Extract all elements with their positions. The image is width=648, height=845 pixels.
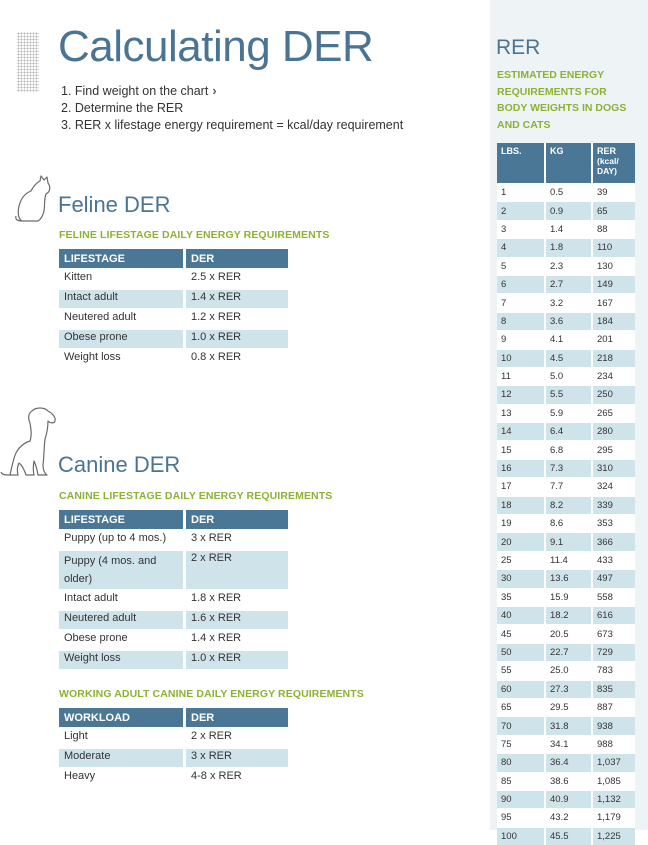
table-cell: 729 [593,643,635,661]
table-cell: 110 [593,238,635,256]
table-cell: 1.8 [546,238,593,256]
canine-table [59,510,288,669]
table-cell: 5.9 [546,404,593,422]
table-cell: 27.3 [546,680,593,698]
table-cell: 40.9 [546,790,593,808]
table-cell: 65 [497,698,546,716]
table-cell: 80 [497,753,546,771]
table-cell: 100 [497,827,546,845]
table-cell: 9.1 [546,532,593,550]
table-cell: 70 [497,716,546,734]
table-cell: 43.2 [546,808,593,826]
table-row [497,496,635,514]
table-cell: 11.4 [546,551,593,569]
table-cell: 1 [497,183,546,201]
table-row [497,422,635,440]
table-row [497,569,635,587]
table-row [497,330,635,348]
table-row [497,827,635,845]
table-cell: 250 [593,385,635,403]
table-row [497,790,635,808]
table-cell: 558 [593,588,635,606]
table-row: Weight loss 1.0 x RER [59,649,288,669]
table-cell: 1,037 [593,753,635,771]
dog-icon [0,405,58,479]
table-row [497,606,635,624]
table-row [497,201,635,219]
table-row [497,459,635,477]
table-row [497,385,635,403]
dot-pattern-decoration [17,32,39,92]
table-cell: 11 [497,367,546,385]
table-cell: 14 [497,422,546,440]
table-cell: 75 [497,735,546,753]
table-cell: 1,132 [593,790,635,808]
table-cell: 12 [497,385,546,403]
table-cell: 938 [593,716,635,734]
table-cell: 15 [497,440,546,458]
table-cell: 35 [497,588,546,606]
table-row [497,367,635,385]
table-cell: 167 [593,293,635,311]
table-cell: 5 [497,257,546,275]
table-cell: 38.6 [546,772,593,790]
canine-subheading: CANINE LIFESTAGE DAILY ENERGY REQUIREMENTS [59,490,333,502]
table-row [497,275,635,293]
column-header: DER [186,249,288,268]
table-cell: 6.4 [546,422,593,440]
table-cell: 366 [593,532,635,550]
table-row: Intact adult 1.8 x RER [59,589,288,609]
table-row [497,238,635,256]
table-row [497,551,635,569]
table-row [497,772,635,790]
table-cell: 616 [593,606,635,624]
table-cell: 7 [497,293,546,311]
table-cell: 324 [593,477,635,495]
table-cell: 218 [593,349,635,367]
rer-subheading: ESTIMATED ENERGY REQUIREMENTS FOR BODY WEIGHTS IN DOGS AND CATS [497,69,627,131]
table-cell: 36.4 [546,753,593,771]
table-cell: 3.2 [546,293,593,311]
table-cell: 201 [593,330,635,348]
table-cell: 31.8 [546,716,593,734]
table-row: Heavy 4-8 x RER [59,767,288,787]
table-cell: 1,085 [593,772,635,790]
table-cell: 90 [497,790,546,808]
column-header: DER [186,510,288,529]
table-cell: 15.9 [546,588,593,606]
rer-table [497,143,635,845]
table-cell: 234 [593,367,635,385]
step-item: 1. Find weight on the chart › [61,84,217,98]
table-cell: 88 [593,220,635,238]
table-cell: 25.0 [546,661,593,679]
table-cell: 887 [593,698,635,716]
table-cell: 5.0 [546,367,593,385]
rer-table-body [497,183,635,845]
table-cell: 29.5 [546,698,593,716]
table-cell: 1.4 [546,220,593,238]
table-cell: 9 [497,330,546,348]
table-cell: 13 [497,404,546,422]
table-cell: 6.8 [546,440,593,458]
table-cell: 4 [497,238,546,256]
column-header: LIFESTAGE [59,249,186,268]
cat-icon [14,175,54,223]
table-cell: 17 [497,477,546,495]
table-row [497,220,635,238]
table-cell: 0.5 [546,183,593,201]
column-header: LBS. [497,143,546,183]
table-cell: 85 [497,772,546,790]
table-cell: 2.7 [546,275,593,293]
table-cell: 50 [497,643,546,661]
feline-table [59,249,288,368]
table-row [497,477,635,495]
table-row: Moderate 3 x RER [59,747,288,767]
table-cell: 55 [497,661,546,679]
step-item: 2. Determine the RER [61,101,184,115]
table-row [497,532,635,550]
table-cell: 1,225 [593,827,635,845]
table-row: Obese prone 1.4 x RER [59,629,288,649]
table-row [497,257,635,275]
column-header: LIFESTAGE [59,510,186,529]
table-cell: 16 [497,459,546,477]
table-cell: 339 [593,496,635,514]
rer-heading: RER [496,36,541,59]
table-row: Neutered adult 1.2 x RER [59,308,288,328]
table-cell: 30 [497,569,546,587]
table-cell: 310 [593,459,635,477]
table-row [497,735,635,753]
table-cell: 95 [497,808,546,826]
table-cell: 7.3 [546,459,593,477]
table-cell: 19 [497,514,546,532]
table-cell: 353 [593,514,635,532]
table-row [497,716,635,734]
table-cell: 783 [593,661,635,679]
table-row [497,643,635,661]
table-row: Intact adult 1.4 x RER [59,288,288,308]
table-cell: 8.2 [546,496,593,514]
table-cell: 4.5 [546,349,593,367]
table-cell: 433 [593,551,635,569]
table-cell: 20.5 [546,624,593,642]
table-cell: 1,179 [593,808,635,826]
table-cell: 40 [497,606,546,624]
table-cell: 988 [593,735,635,753]
table-cell: 497 [593,569,635,587]
table-row [497,661,635,679]
table-row [497,440,635,458]
table-cell: 20 [497,532,546,550]
table-row: Weight loss 0.8 x RER [59,348,288,368]
table-cell: 60 [497,680,546,698]
table-row [497,808,635,826]
table-row: Puppy (up to 4 mos.) 3 x RER [59,529,288,549]
column-header: WORKLOAD [59,708,186,727]
table-row [497,514,635,532]
table-row: Obese prone 1.0 x RER [59,328,288,348]
table-cell: 3 [497,220,546,238]
table-cell: 18 [497,496,546,514]
table-cell: 2 [497,201,546,219]
table-row [497,404,635,422]
table-row [497,588,635,606]
table-cell: 673 [593,624,635,642]
table-cell: 4.1 [546,330,593,348]
table-cell: 18.2 [546,606,593,624]
table-cell: 295 [593,440,635,458]
table-cell: 10 [497,349,546,367]
table-cell: 25 [497,551,546,569]
page-title: Calculating DER [58,22,374,71]
table-row: Light 2 x RER [59,727,288,747]
table-cell: 265 [593,404,635,422]
table-row: Neutered adult 1.6 x RER [59,609,288,629]
table-row [497,753,635,771]
feline-heading: Feline DER [58,192,171,217]
column-header: KG [546,143,593,183]
feline-subheading: FELINE LIFESTAGE DAILY ENERGY REQUIREMENTS [59,229,330,241]
table-cell: 5.5 [546,385,593,403]
table-cell: 2.3 [546,257,593,275]
working-table [59,708,288,787]
table-row [497,293,635,311]
table-cell: 34.1 [546,735,593,753]
table-row [497,183,635,201]
table-cell: 65 [593,201,635,219]
table-cell: 45.5 [546,827,593,845]
table-row: Kitten 2.5 x RER [59,268,288,288]
table-cell: 39 [593,183,635,201]
table-row [497,624,635,642]
steps-list [61,83,403,134]
table-cell: 149 [593,275,635,293]
table-cell: 835 [593,680,635,698]
table-cell: 8 [497,312,546,330]
table-row [497,349,635,367]
table-cell: 13.6 [546,569,593,587]
table-row: Puppy (4 mos. and older) 2 x RER [59,549,288,589]
table-cell: 22.7 [546,643,593,661]
table-row [497,680,635,698]
table-cell: 130 [593,257,635,275]
chevron-right-icon: › [212,84,217,98]
column-header: RER (kcal/ DAY) [593,143,635,183]
table-cell: 184 [593,312,635,330]
table-cell: 8.6 [546,514,593,532]
column-header: DER [186,708,288,727]
table-cell: 6 [497,275,546,293]
table-row [497,312,635,330]
table-row [497,698,635,716]
table-cell: 280 [593,422,635,440]
canine-heading: Canine DER [58,452,181,477]
table-cell: 7.7 [546,477,593,495]
table-cell: 45 [497,624,546,642]
working-subheading: WORKING ADULT CANINE DAILY ENERGY REQUIREMENTS [59,688,364,700]
table-cell: 0.9 [546,201,593,219]
table-cell: 3.6 [546,312,593,330]
step-item: 3. RER x lifestage energy requirement = kcal/day requirement [61,118,404,132]
